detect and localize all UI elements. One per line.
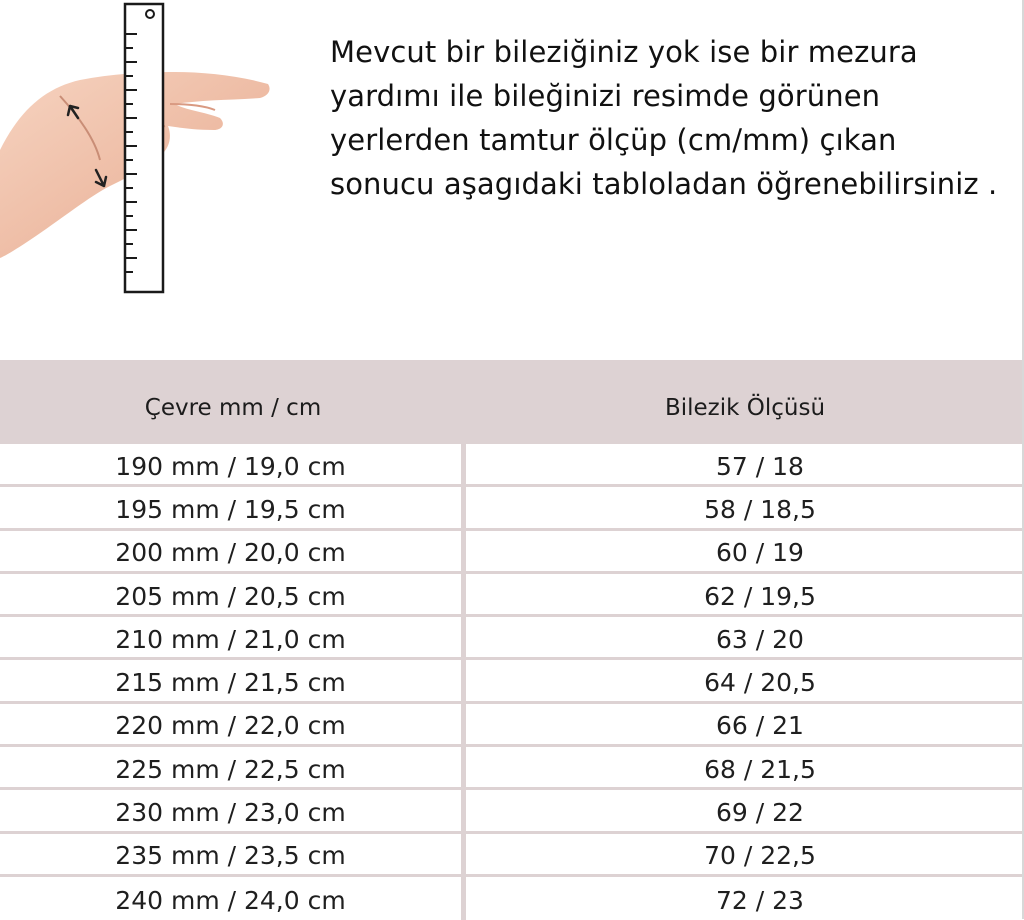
table-row	[0, 487, 1024, 530]
size-cell: 72 / 23	[716, 886, 804, 916]
circumference-cell: 210 mm / 21,0 cm	[0, 617, 466, 660]
circumference-cell: 190 mm / 19,0 cm	[0, 444, 466, 487]
table-row	[0, 790, 1024, 833]
circumference-cell: 240 mm / 24,0 cm	[0, 877, 466, 920]
circumference-cell: 230 mm / 23,0 cm	[0, 790, 466, 833]
size-cell: 64 / 20,5	[466, 660, 1024, 703]
header-circumference: Çevre mm / cm	[0, 360, 466, 444]
table-row	[0, 660, 1024, 703]
table-row	[0, 834, 1024, 877]
circumference-cell: 195 mm / 19,5 cm	[0, 487, 466, 530]
size-cell: 69 / 22	[466, 790, 1024, 833]
size-cell: 66 / 21	[466, 704, 1024, 747]
ruler-icon	[125, 4, 163, 292]
circumference-cell: 205 mm / 20,5 cm	[0, 574, 466, 617]
circumference-cell: 220 mm / 22,0 cm	[0, 704, 466, 747]
circumference-cell: 200 mm / 20,0 cm	[0, 531, 466, 574]
table-row	[0, 444, 1024, 487]
measurement-guide-header	[0, 0, 1024, 340]
hand-with-ruler-illustration	[0, 0, 360, 300]
size-cell: 68 / 21,5	[466, 747, 1024, 790]
circumference-cell: 235 mm / 23,5 cm	[0, 834, 466, 877]
table-row	[0, 704, 1024, 747]
size-cell: 70 / 22,5	[466, 834, 1024, 877]
size-cell: 62 / 19,5	[466, 574, 1024, 617]
circumference-cell: 225 mm / 22,5 cm	[0, 747, 466, 790]
table-row	[0, 531, 1024, 574]
table-row	[0, 877, 1024, 920]
table-header-row	[0, 360, 1024, 444]
size-cell: 57 / 18	[466, 444, 1024, 487]
table-row	[0, 747, 1024, 790]
size-cell: 63 / 20	[466, 617, 1024, 660]
table-row	[0, 574, 1024, 617]
circumference-cell: 215 mm / 21,5 cm	[0, 660, 466, 703]
size-cell: 60 / 19	[466, 531, 1024, 574]
table-row	[0, 617, 1024, 660]
bracelet-size-table	[0, 360, 1024, 920]
size-cell: 58 / 18,5	[466, 487, 1024, 530]
header-bracelet-size: Bilezik Ölçüsü	[466, 360, 1024, 444]
instruction-text: Mevcut bir bileziğiniz yok ise bir mezura yardımı ile bileğinizi resimde görünen yerlerden tamtur ölçüp (cm/mm) çıkan sonucu aşagıdaki tabloladan öğrenebilirsiniz .	[330, 35, 998, 201]
